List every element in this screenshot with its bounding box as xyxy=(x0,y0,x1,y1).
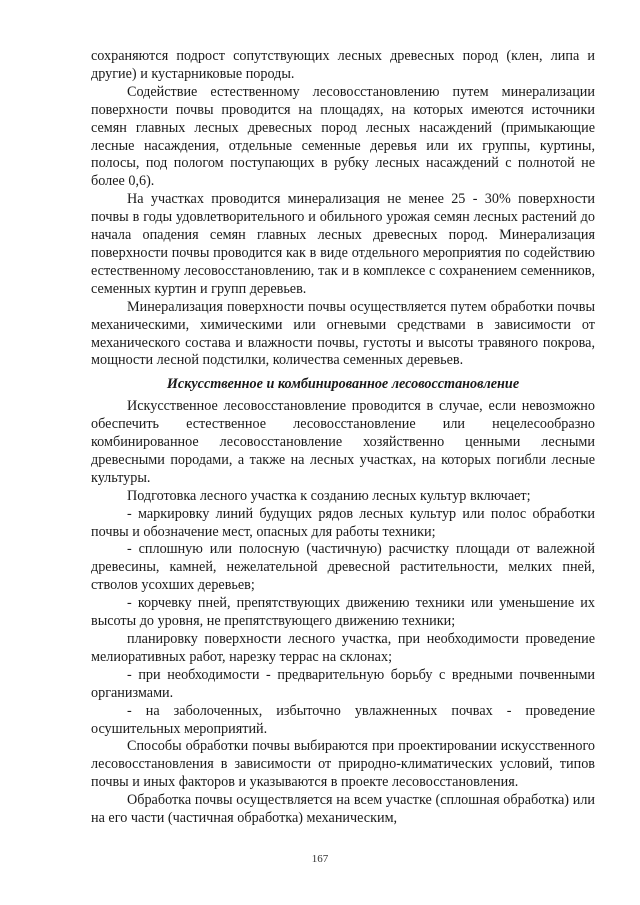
document-page xyxy=(91,48,595,828)
page-number: 167 xyxy=(311,853,329,865)
paragraph: На участках проводится минерализация не менее 25 - 30% поверхности почвы в годы удовлетворительного и обильного урожая семян лесных растений до начала опадения семян главных лесных древесных пород. Минерализация поверхности почвы проводится как в виде отдельного мероприятия по содействию естественному лесовосстановлению, так и в комплексе с сохранением семенников, семенных куртин и групп деревьев. xyxy=(91,191,595,297)
list-item: - корчевку пней, препятствующих движению техники или уменьшение их высоты до уровня, не препятствующего движению техники; xyxy=(91,595,595,630)
paragraph: Содействие естественному лесовосстановлению путем минерализации поверхности почвы проводится на площадях, на которых имеются источники семян главных лесных древесных пород лесных насаждений (примыкающие лесные насаждения, отдельные семенные деревья или их группы, куртины, полосы, под пологом поступающих в рубку лесных насаждений с полнотой не более 0,6). xyxy=(91,83,595,190)
paragraph: Способы обработки почвы выбираются при проектировании искусственного лесовосстановления в зависимости от природно-климатических условий, типов почвы и иных факторов и указываются в проекте лесовосстановления. xyxy=(91,738,595,791)
list-item: - при необходимости - предварительную борьбу с вредными почвенными организмами. xyxy=(91,666,595,701)
list-item: планировку поверхности лесного участка, при необходимости проведение мелиоративных работ, нарезку террас на склонах; xyxy=(91,631,595,665)
list-item: - маркировку линий будущих рядов лесных культур или полос обработки почвы и обозначение мест, опасных для работы техники; xyxy=(91,505,595,540)
paragraph: Искусственное лесовосстановление проводится в случае, если невозможно обеспечить естественное лесовосстановление или нецелесообразно комбинированное лесовосстановление хозяйственно ценными лесными древесными породами, а также на лесных участках, на которых погибли лесные культуры. xyxy=(91,398,595,486)
list-item: - сплошную или полосную (частичную) расчистку площади от валежной древесины, камней, нежелательной древесной растительности, мелких пней, стволов усохших деревьев; xyxy=(91,541,595,594)
list-item: - на заболоченных, избыточно увлажненных почвах - проведение осушительных мероприятий. xyxy=(91,702,595,737)
paragraph: сохраняются подрост сопутствующих лесных древесных пород (клен, липа и другие) и кустарниковые породы. xyxy=(91,48,595,82)
paragraph: Минерализация поверхности почвы осуществляется путем обработки почвы механическими, химическими или огневыми средствами в зависимости от механического состава и влажности почвы, густоты и высоты травяного покрова, мощности лесной подстилки, количества семенных деревьев. xyxy=(91,298,595,369)
paragraph: Обработка почвы осуществляется на всем участке (сплошная обработка) или на его части (частичная обработка) механическим, xyxy=(91,792,595,827)
section-heading: Искусственное и комбинированное лесовосстановление xyxy=(166,376,520,393)
paragraph: Подготовка лесного участка к созданию лесных культур включает; xyxy=(127,487,531,504)
